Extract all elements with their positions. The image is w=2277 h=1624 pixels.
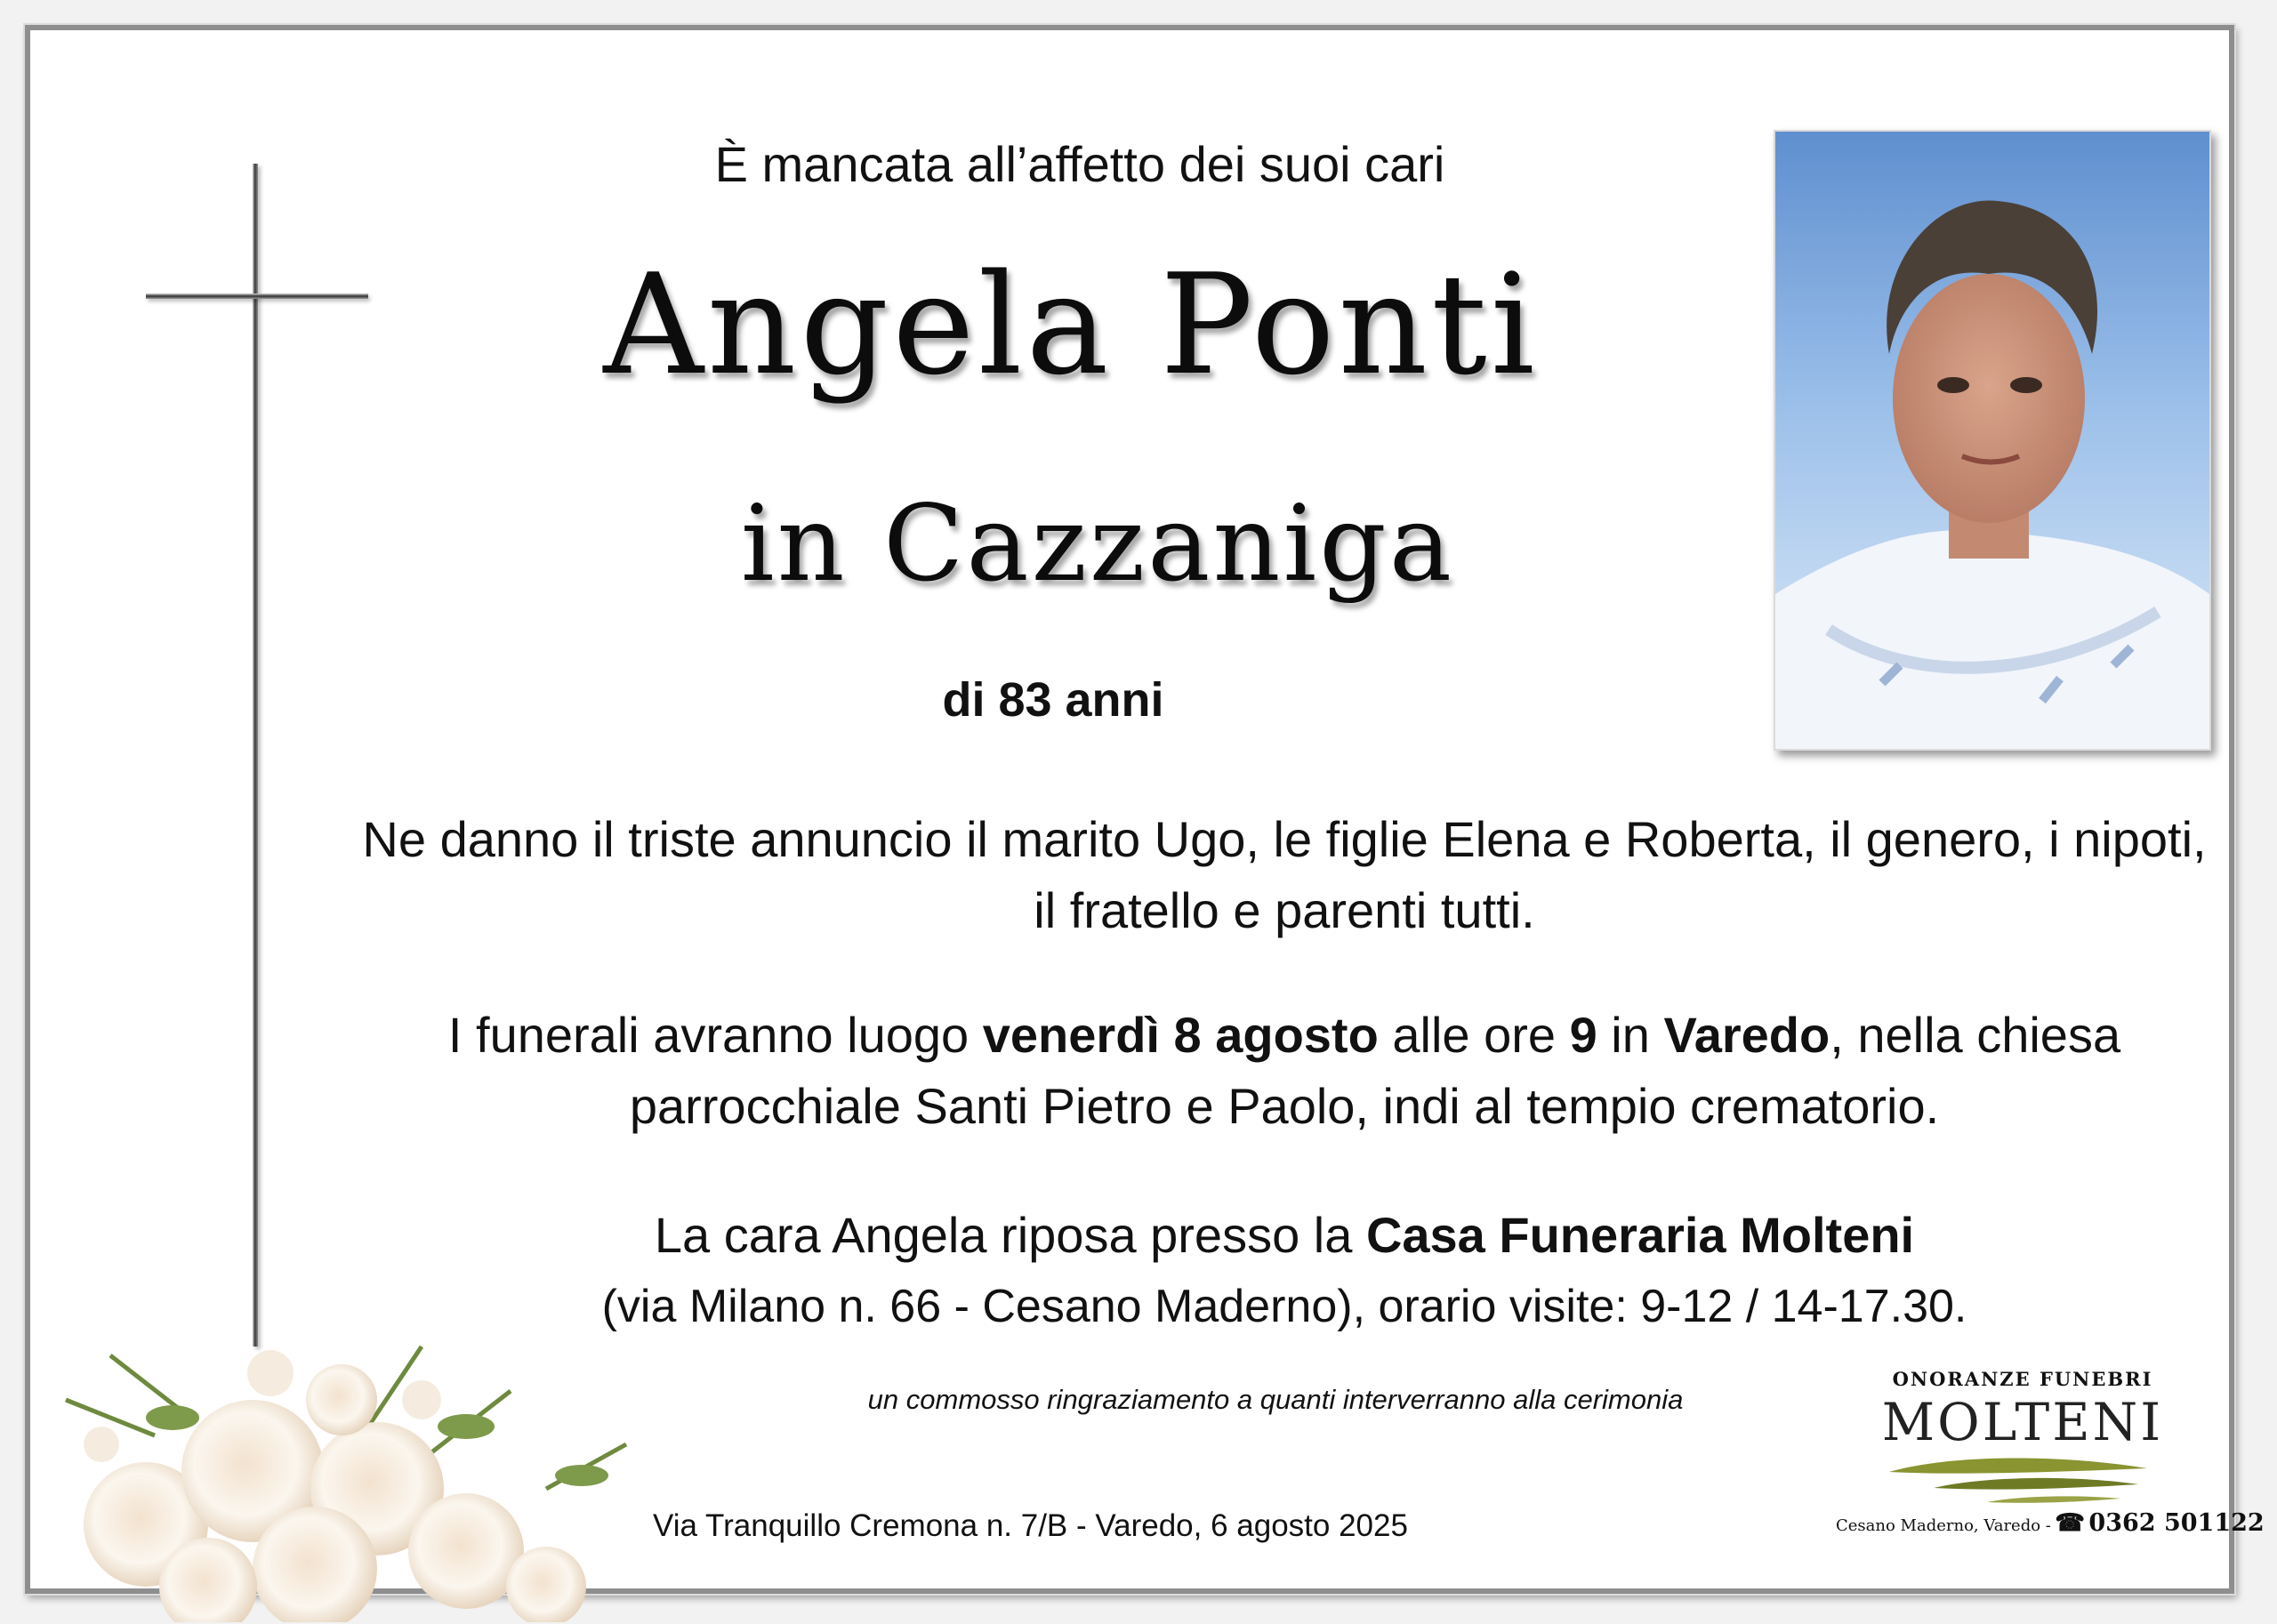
- intro-text: È mancata all’affetto dei suoi cari: [714, 136, 1445, 192]
- thanks-text: un commosso ringraziamento a quanti interverranno alla cerimonia: [867, 1384, 1684, 1415]
- funeral-line: [324, 1000, 2245, 1071]
- funeral-home-name: Casa Funeraria Molteni: [1365, 1207, 1915, 1263]
- married-name: in Cazzaniga: [740, 482, 1455, 605]
- deceased-name: Angela Ponti: [603, 244, 1539, 406]
- cross-icon-bar: [146, 293, 368, 299]
- funeral-home-logo: [1836, 1368, 2265, 1537]
- resting-text: La cara Angela riposa presso la: [654, 1207, 1366, 1263]
- address-date: Via Tranquillo Cremona n. 7/B - Varedo, 6 agosto 2025: [653, 1508, 1408, 1543]
- logo-contact: [1836, 1509, 2265, 1537]
- telephone-icon: ☎: [2055, 1509, 2085, 1537]
- announcement-paragraph: [324, 804, 2245, 946]
- portrait-photo: [1774, 130, 2211, 751]
- logo-name: MOLTENI: [1881, 1392, 2164, 1452]
- obituary-notice: [25, 25, 2265, 1594]
- flowers-decoration: [48, 1320, 697, 1622]
- funeral-text: , nella chiesa: [1830, 1007, 2121, 1063]
- funeral-text: I funerali avranno luogo: [447, 1007, 983, 1063]
- resting-line: (via Milano n. 66 - Cesano Maderno), orario visite: 9-12 / 14-17.30.: [601, 1281, 1967, 1332]
- resting-line: [324, 1200, 2245, 1271]
- cross-icon: [253, 164, 258, 1347]
- funeral-text: alle ore: [1378, 1007, 1570, 1063]
- announcement-line: Ne danno il triste annuncio il marito Ugo, le figlie Elena e Roberta, il genero, i nipoti,: [362, 811, 2207, 867]
- funeral-line: parrocchiale Santi Pietro e Paolo, indi al tempio crematorio.: [629, 1078, 1940, 1134]
- announcement-line: il fratello e parenti tutti.: [1034, 882, 1535, 938]
- logo-phone: 0362 501122: [2088, 1509, 2265, 1537]
- logo-tagline: ONORANZE FUNEBRI: [1892, 1368, 2153, 1390]
- olive-leaves-logo: [1880, 1452, 2165, 1506]
- funeral-town: Varedo: [1663, 1007, 1830, 1063]
- funeral-paragraph: [324, 1000, 2245, 1142]
- funeral-hour: 9: [1569, 1007, 1597, 1063]
- funeral-text: in: [1597, 1007, 1664, 1063]
- logo-towns: Cesano Maderno, Varedo -: [1836, 1516, 2051, 1535]
- funeral-date: venerdì 8 agosto: [982, 1007, 1379, 1063]
- age-text: di 83 anni: [942, 673, 1164, 727]
- portrait-image: [1775, 132, 2209, 749]
